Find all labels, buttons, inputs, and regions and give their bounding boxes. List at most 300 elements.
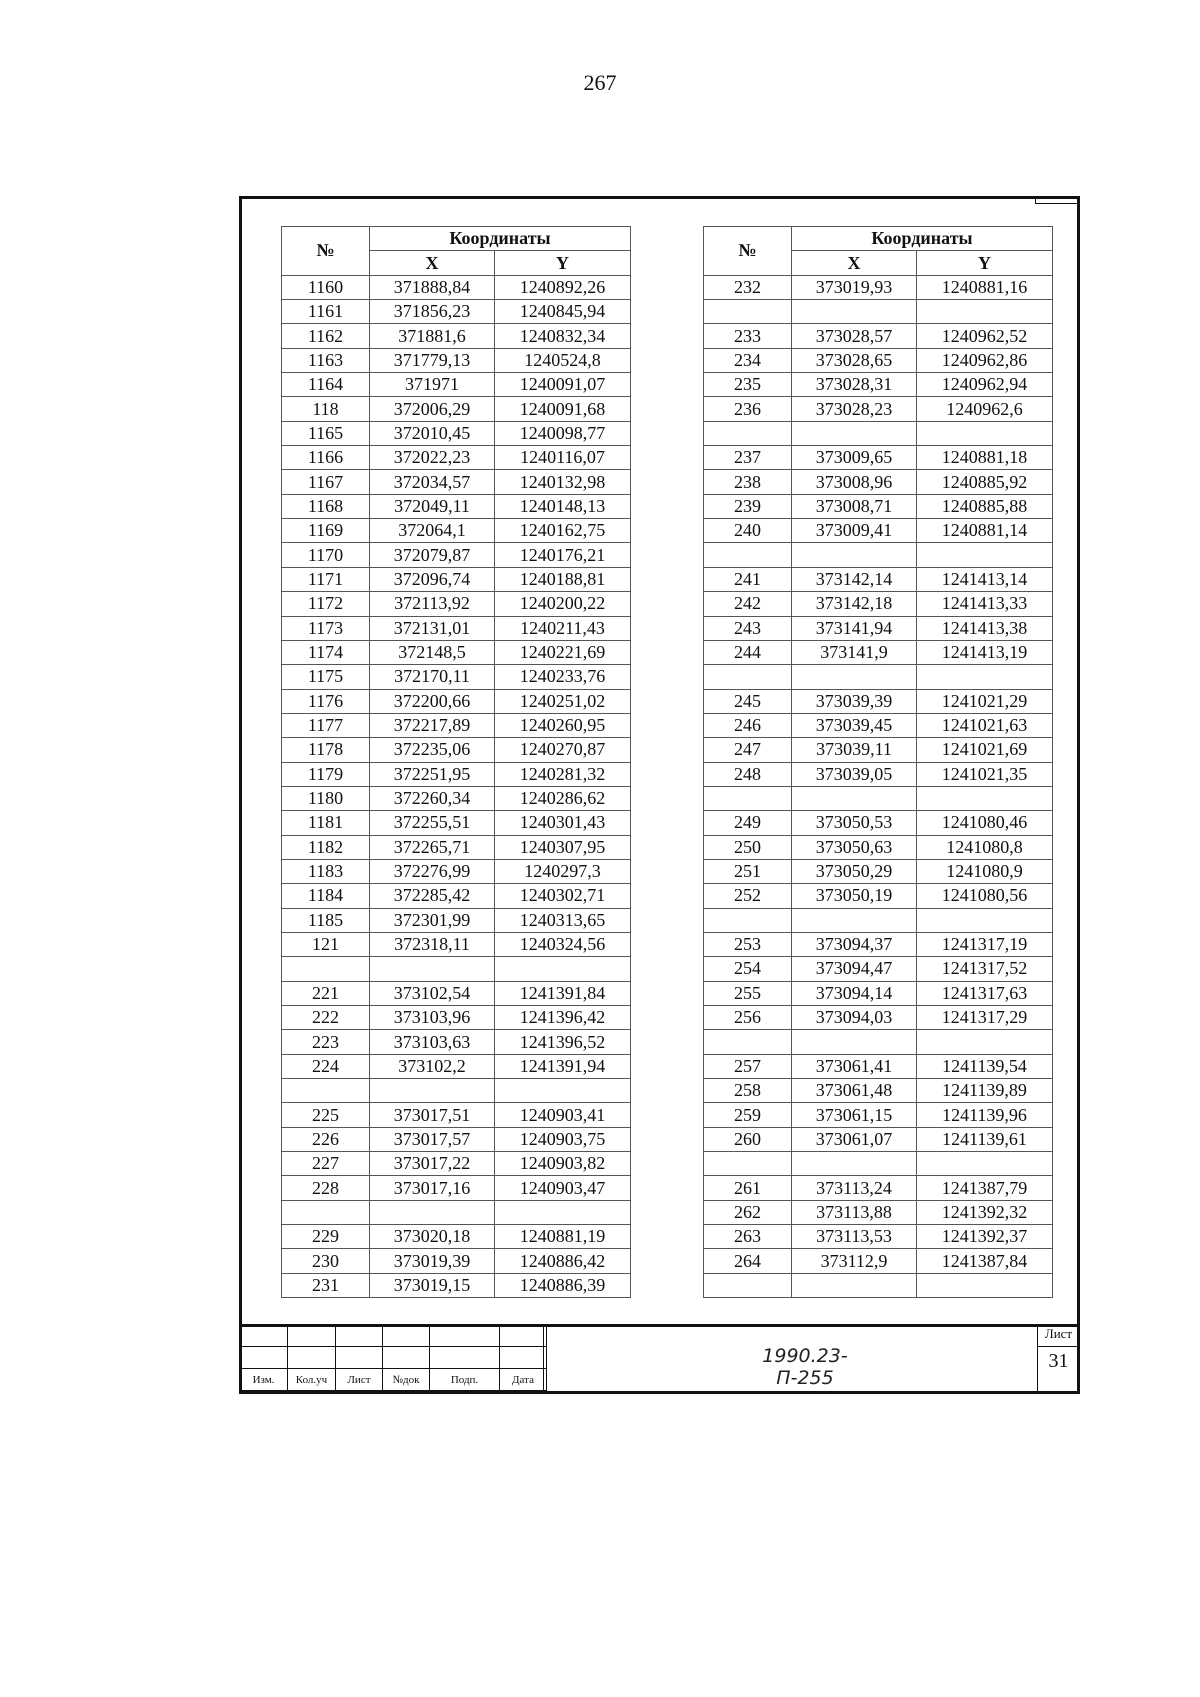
point-number bbox=[704, 1273, 792, 1297]
point-number: 221 bbox=[282, 981, 370, 1005]
y-coordinate: 1240324,56 bbox=[495, 932, 631, 956]
table-row bbox=[704, 1273, 1053, 1297]
table-row bbox=[282, 1054, 631, 1078]
header-x: X bbox=[370, 251, 495, 275]
x-coordinate: 371881,6 bbox=[370, 324, 495, 348]
x-coordinate: 373102,54 bbox=[370, 981, 495, 1005]
table-row bbox=[704, 762, 1053, 786]
point-number: 228 bbox=[282, 1176, 370, 1200]
point-number: 1173 bbox=[282, 616, 370, 640]
point-number: 1174 bbox=[282, 640, 370, 664]
table-row bbox=[282, 348, 631, 372]
point-number: 1180 bbox=[282, 786, 370, 810]
table-row bbox=[282, 1200, 631, 1224]
y-coordinate: 1240297,3 bbox=[495, 859, 631, 883]
x-coordinate: 373113,24 bbox=[792, 1176, 917, 1200]
x-coordinate: 372148,5 bbox=[370, 640, 495, 664]
x-coordinate: 372200,66 bbox=[370, 689, 495, 713]
table-row bbox=[282, 421, 631, 445]
table-row bbox=[282, 1030, 631, 1054]
table-row bbox=[282, 1127, 631, 1151]
point-number bbox=[704, 1152, 792, 1176]
table-row bbox=[282, 957, 631, 981]
point-number: 259 bbox=[704, 1103, 792, 1127]
x-coordinate: 373017,57 bbox=[370, 1127, 495, 1151]
table-row bbox=[704, 1127, 1053, 1151]
y-coordinate: 1240903,41 bbox=[495, 1103, 631, 1127]
y-coordinate: 1240886,39 bbox=[495, 1273, 631, 1297]
y-coordinate: 1241080,56 bbox=[917, 884, 1053, 908]
point-number: 225 bbox=[282, 1103, 370, 1127]
x-coordinate: 373050,29 bbox=[792, 859, 917, 883]
y-coordinate bbox=[917, 908, 1053, 932]
y-coordinate: 1241021,69 bbox=[917, 738, 1053, 762]
coordinates-table-right bbox=[703, 226, 1053, 1298]
y-coordinate: 1240116,07 bbox=[495, 446, 631, 470]
point-number: 247 bbox=[704, 738, 792, 762]
x-coordinate bbox=[792, 786, 917, 810]
point-number: 262 bbox=[704, 1200, 792, 1224]
x-coordinate: 373017,16 bbox=[370, 1176, 495, 1200]
point-number: 235 bbox=[704, 373, 792, 397]
table-row bbox=[282, 1079, 631, 1103]
point-number: 229 bbox=[282, 1225, 370, 1249]
table-row bbox=[704, 859, 1053, 883]
y-coordinate: 1241413,19 bbox=[917, 640, 1053, 664]
y-coordinate: 1240962,94 bbox=[917, 373, 1053, 397]
point-number: 1181 bbox=[282, 811, 370, 835]
table-row bbox=[282, 543, 631, 567]
x-coordinate bbox=[792, 543, 917, 567]
point-number: 232 bbox=[704, 275, 792, 299]
point-number: 239 bbox=[704, 494, 792, 518]
stamp-cell bbox=[336, 1347, 383, 1369]
point-number: 234 bbox=[704, 348, 792, 372]
y-coordinate bbox=[917, 543, 1053, 567]
y-coordinate: 1240524,8 bbox=[495, 348, 631, 372]
point-number: 1162 bbox=[282, 324, 370, 348]
table-row bbox=[704, 348, 1053, 372]
header-x: X bbox=[792, 251, 917, 275]
point-number: 1163 bbox=[282, 348, 370, 372]
point-number: 230 bbox=[282, 1249, 370, 1273]
y-coordinate: 1240885,88 bbox=[917, 494, 1053, 518]
x-coordinate: 371856,23 bbox=[370, 300, 495, 324]
y-coordinate: 1240286,62 bbox=[495, 786, 631, 810]
point-number: 223 bbox=[282, 1030, 370, 1054]
point-number: 1175 bbox=[282, 665, 370, 689]
x-coordinate: 373039,05 bbox=[792, 762, 917, 786]
x-coordinate: 372034,57 bbox=[370, 470, 495, 494]
point-number: 253 bbox=[704, 932, 792, 956]
point-number bbox=[704, 421, 792, 445]
y-coordinate: 1240098,77 bbox=[495, 421, 631, 445]
x-coordinate: 373141,94 bbox=[792, 616, 917, 640]
table-row bbox=[704, 1103, 1053, 1127]
point-number: 1166 bbox=[282, 446, 370, 470]
stamp-cell bbox=[500, 1325, 547, 1347]
point-number: 248 bbox=[704, 762, 792, 786]
x-coordinate: 373008,71 bbox=[792, 494, 917, 518]
y-coordinate: 1240886,42 bbox=[495, 1249, 631, 1273]
y-coordinate bbox=[917, 1152, 1053, 1176]
header-coords: Координаты bbox=[370, 227, 631, 251]
table-row bbox=[704, 1054, 1053, 1078]
table-row bbox=[282, 981, 631, 1005]
y-coordinate: 1241387,79 bbox=[917, 1176, 1053, 1200]
x-coordinate: 373112,9 bbox=[792, 1249, 917, 1273]
table-row bbox=[282, 859, 631, 883]
point-number: 241 bbox=[704, 567, 792, 591]
left-table-body bbox=[282, 275, 631, 1297]
table-row bbox=[704, 543, 1053, 567]
y-coordinate: 1241413,33 bbox=[917, 592, 1053, 616]
table-row bbox=[282, 275, 631, 299]
y-coordinate: 1240885,92 bbox=[917, 470, 1053, 494]
x-coordinate: 373050,19 bbox=[792, 884, 917, 908]
point-number: 238 bbox=[704, 470, 792, 494]
header-no: № bbox=[282, 227, 370, 276]
y-coordinate: 1240845,94 bbox=[495, 300, 631, 324]
stamp-cell bbox=[288, 1325, 336, 1347]
table-row bbox=[282, 640, 631, 664]
y-coordinate: 1241387,84 bbox=[917, 1249, 1053, 1273]
title-block-grid bbox=[239, 1324, 547, 1391]
table-row bbox=[704, 397, 1053, 421]
table-row bbox=[704, 494, 1053, 518]
x-coordinate: 373019,39 bbox=[370, 1249, 495, 1273]
point-number: 257 bbox=[704, 1054, 792, 1078]
point-number bbox=[704, 1030, 792, 1054]
table-row bbox=[282, 1152, 631, 1176]
document-code: 1990.23-П-255 bbox=[762, 1345, 848, 1389]
point-number bbox=[282, 957, 370, 981]
point-number: 226 bbox=[282, 1127, 370, 1151]
table-row bbox=[704, 1152, 1053, 1176]
x-coordinate bbox=[370, 957, 495, 981]
x-coordinate bbox=[370, 1079, 495, 1103]
y-coordinate: 1240301,43 bbox=[495, 811, 631, 835]
x-coordinate: 371971 bbox=[370, 373, 495, 397]
point-number: 249 bbox=[704, 811, 792, 835]
point-number: 246 bbox=[704, 713, 792, 737]
x-coordinate: 371779,13 bbox=[370, 348, 495, 372]
table-row bbox=[282, 689, 631, 713]
y-coordinate: 1240903,82 bbox=[495, 1152, 631, 1176]
x-coordinate: 373050,53 bbox=[792, 811, 917, 835]
point-number bbox=[282, 1200, 370, 1224]
y-coordinate: 1240881,18 bbox=[917, 446, 1053, 470]
y-coordinate: 1241021,63 bbox=[917, 713, 1053, 737]
table-row bbox=[704, 689, 1053, 713]
y-coordinate: 1240091,07 bbox=[495, 373, 631, 397]
table-row bbox=[282, 446, 631, 470]
x-coordinate bbox=[792, 1152, 917, 1176]
table-row bbox=[704, 738, 1053, 762]
x-coordinate: 373008,96 bbox=[792, 470, 917, 494]
y-coordinate: 1241021,35 bbox=[917, 762, 1053, 786]
x-coordinate: 373028,23 bbox=[792, 397, 917, 421]
y-coordinate bbox=[495, 957, 631, 981]
y-coordinate: 1241317,29 bbox=[917, 1006, 1053, 1030]
table-row bbox=[282, 1273, 631, 1297]
x-coordinate: 372131,01 bbox=[370, 616, 495, 640]
table-row bbox=[282, 300, 631, 324]
table-row bbox=[704, 1030, 1053, 1054]
point-number: 1170 bbox=[282, 543, 370, 567]
stamp-divider bbox=[543, 1324, 544, 1394]
table-row bbox=[704, 811, 1053, 835]
point-number: 222 bbox=[282, 1006, 370, 1030]
point-number: 1178 bbox=[282, 738, 370, 762]
x-coordinate: 373061,41 bbox=[792, 1054, 917, 1078]
y-coordinate bbox=[917, 1030, 1053, 1054]
stamp-label-izm: Изм. bbox=[240, 1369, 288, 1391]
y-coordinate bbox=[917, 665, 1053, 689]
y-coordinate: 1241391,94 bbox=[495, 1054, 631, 1078]
stamp-cell bbox=[430, 1325, 500, 1347]
y-coordinate bbox=[917, 300, 1053, 324]
stamp-cell bbox=[383, 1347, 430, 1369]
table-row bbox=[282, 932, 631, 956]
point-number: 1169 bbox=[282, 519, 370, 543]
x-coordinate: 373113,88 bbox=[792, 1200, 917, 1224]
y-coordinate: 1240270,87 bbox=[495, 738, 631, 762]
point-number: 233 bbox=[704, 324, 792, 348]
point-number: 252 bbox=[704, 884, 792, 908]
table-row bbox=[704, 567, 1053, 591]
stamp-cell bbox=[240, 1325, 288, 1347]
point-number: 250 bbox=[704, 835, 792, 859]
table-row bbox=[704, 835, 1053, 859]
x-coordinate: 373061,48 bbox=[792, 1079, 917, 1103]
point-number: 263 bbox=[704, 1225, 792, 1249]
y-coordinate: 1241391,84 bbox=[495, 981, 631, 1005]
y-coordinate: 1240307,95 bbox=[495, 835, 631, 859]
point-number bbox=[704, 786, 792, 810]
y-coordinate: 1241396,42 bbox=[495, 1006, 631, 1030]
header-y: Y bbox=[917, 251, 1053, 275]
table-row bbox=[704, 275, 1053, 299]
stamp-label-list: Лист bbox=[336, 1369, 383, 1391]
y-coordinate: 1241021,29 bbox=[917, 689, 1053, 713]
x-coordinate: 372285,42 bbox=[370, 884, 495, 908]
point-number: 1171 bbox=[282, 567, 370, 591]
y-coordinate: 1241317,63 bbox=[917, 981, 1053, 1005]
stamp-label-ndok: №док bbox=[383, 1369, 430, 1391]
x-coordinate: 373028,65 bbox=[792, 348, 917, 372]
x-coordinate: 372079,87 bbox=[370, 543, 495, 567]
stamp-label-podp: Подп. bbox=[430, 1369, 500, 1391]
x-coordinate: 372113,92 bbox=[370, 592, 495, 616]
table-row bbox=[704, 713, 1053, 737]
x-coordinate: 373050,63 bbox=[792, 835, 917, 859]
corner-mark bbox=[1035, 196, 1077, 204]
x-coordinate bbox=[792, 1030, 917, 1054]
point-number: 261 bbox=[704, 1176, 792, 1200]
table-row bbox=[282, 397, 631, 421]
sheet-box bbox=[1037, 1324, 1080, 1394]
table-row bbox=[282, 786, 631, 810]
x-coordinate bbox=[792, 665, 917, 689]
point-number: 1172 bbox=[282, 592, 370, 616]
sheet-label: Лист bbox=[1038, 1326, 1079, 1347]
header-no: № bbox=[704, 227, 792, 276]
y-coordinate: 1241396,52 bbox=[495, 1030, 631, 1054]
y-coordinate: 1241139,54 bbox=[917, 1054, 1053, 1078]
point-number: 118 bbox=[282, 397, 370, 421]
x-coordinate: 372096,74 bbox=[370, 567, 495, 591]
table-row bbox=[282, 519, 631, 543]
x-coordinate bbox=[792, 908, 917, 932]
x-coordinate: 373028,31 bbox=[792, 373, 917, 397]
y-coordinate: 1240176,21 bbox=[495, 543, 631, 567]
table-row bbox=[282, 567, 631, 591]
table-row bbox=[282, 470, 631, 494]
table-row bbox=[704, 421, 1053, 445]
table-row bbox=[282, 494, 631, 518]
x-coordinate: 372255,51 bbox=[370, 811, 495, 835]
stamp-cell bbox=[500, 1347, 547, 1369]
x-coordinate: 373039,39 bbox=[792, 689, 917, 713]
table-row bbox=[704, 324, 1053, 348]
y-coordinate: 1240962,6 bbox=[917, 397, 1053, 421]
x-coordinate: 372006,29 bbox=[370, 397, 495, 421]
y-coordinate: 1240162,75 bbox=[495, 519, 631, 543]
table-row bbox=[282, 592, 631, 616]
x-coordinate: 372301,99 bbox=[370, 908, 495, 932]
x-coordinate: 373009,65 bbox=[792, 446, 917, 470]
point-number: 121 bbox=[282, 932, 370, 956]
x-coordinate: 373028,57 bbox=[792, 324, 917, 348]
point-number: 244 bbox=[704, 640, 792, 664]
point-number bbox=[704, 665, 792, 689]
x-coordinate: 373094,47 bbox=[792, 957, 917, 981]
table-row bbox=[704, 665, 1053, 689]
x-coordinate: 373009,41 bbox=[792, 519, 917, 543]
table-row bbox=[282, 665, 631, 689]
y-coordinate: 1241080,46 bbox=[917, 811, 1053, 835]
x-coordinate: 372022,23 bbox=[370, 446, 495, 470]
point-number: 1161 bbox=[282, 300, 370, 324]
y-coordinate: 1240251,02 bbox=[495, 689, 631, 713]
point-number: 245 bbox=[704, 689, 792, 713]
y-coordinate: 1240302,71 bbox=[495, 884, 631, 908]
x-coordinate: 372251,95 bbox=[370, 762, 495, 786]
point-number: 1176 bbox=[282, 689, 370, 713]
x-coordinate: 371888,84 bbox=[370, 275, 495, 299]
x-coordinate: 373039,45 bbox=[792, 713, 917, 737]
x-coordinate: 372217,89 bbox=[370, 713, 495, 737]
point-number bbox=[704, 300, 792, 324]
y-coordinate: 1241392,32 bbox=[917, 1200, 1053, 1224]
x-coordinate: 373020,18 bbox=[370, 1225, 495, 1249]
point-number: 1160 bbox=[282, 275, 370, 299]
table-row bbox=[704, 884, 1053, 908]
table-row bbox=[704, 616, 1053, 640]
x-coordinate: 373103,63 bbox=[370, 1030, 495, 1054]
y-coordinate: 1240962,52 bbox=[917, 324, 1053, 348]
title-block bbox=[239, 1324, 1080, 1394]
table-row bbox=[282, 762, 631, 786]
x-coordinate: 372276,99 bbox=[370, 859, 495, 883]
x-coordinate: 373017,51 bbox=[370, 1103, 495, 1127]
page-number: 267 bbox=[583, 70, 617, 95]
y-coordinate bbox=[917, 786, 1053, 810]
table-row bbox=[282, 713, 631, 737]
x-coordinate: 373019,15 bbox=[370, 1273, 495, 1297]
table-row bbox=[282, 738, 631, 762]
y-coordinate: 1241392,37 bbox=[917, 1225, 1053, 1249]
point-number: 1168 bbox=[282, 494, 370, 518]
y-coordinate: 1240962,86 bbox=[917, 348, 1053, 372]
y-coordinate: 1241139,61 bbox=[917, 1127, 1053, 1151]
y-coordinate: 1240132,98 bbox=[495, 470, 631, 494]
x-coordinate: 372235,06 bbox=[370, 738, 495, 762]
stamp-cell bbox=[383, 1325, 430, 1347]
point-number: 1182 bbox=[282, 835, 370, 859]
point-number: 240 bbox=[704, 519, 792, 543]
x-coordinate: 372318,11 bbox=[370, 932, 495, 956]
table-row bbox=[704, 1225, 1053, 1249]
table-row bbox=[704, 446, 1053, 470]
point-number bbox=[282, 1079, 370, 1103]
table-row bbox=[282, 1006, 631, 1030]
y-coordinate: 1240200,22 bbox=[495, 592, 631, 616]
y-coordinate: 1240211,43 bbox=[495, 616, 631, 640]
point-number: 224 bbox=[282, 1054, 370, 1078]
stamp-cell bbox=[288, 1347, 336, 1369]
point-number: 260 bbox=[704, 1127, 792, 1151]
y-coordinate: 1240281,32 bbox=[495, 762, 631, 786]
point-number: 243 bbox=[704, 616, 792, 640]
x-coordinate: 372064,1 bbox=[370, 519, 495, 543]
y-coordinate: 1241413,38 bbox=[917, 616, 1053, 640]
y-coordinate bbox=[495, 1200, 631, 1224]
point-number: 258 bbox=[704, 1079, 792, 1103]
y-coordinate: 1241139,96 bbox=[917, 1103, 1053, 1127]
x-coordinate: 373094,37 bbox=[792, 932, 917, 956]
table-row bbox=[282, 616, 631, 640]
point-number: 236 bbox=[704, 397, 792, 421]
y-coordinate: 1241080,9 bbox=[917, 859, 1053, 883]
y-coordinate: 1240892,26 bbox=[495, 275, 631, 299]
table-row bbox=[704, 300, 1053, 324]
x-coordinate: 373113,53 bbox=[792, 1225, 917, 1249]
table-row bbox=[704, 1200, 1053, 1224]
table-row bbox=[282, 1176, 631, 1200]
point-number: 251 bbox=[704, 859, 792, 883]
stamp-cell bbox=[336, 1325, 383, 1347]
point-number: 1165 bbox=[282, 421, 370, 445]
x-coordinate: 372049,11 bbox=[370, 494, 495, 518]
x-coordinate: 373061,07 bbox=[792, 1127, 917, 1151]
y-coordinate: 1240148,13 bbox=[495, 494, 631, 518]
coordinates-table-left bbox=[281, 226, 631, 1298]
y-coordinate: 1240260,95 bbox=[495, 713, 631, 737]
x-coordinate: 373094,14 bbox=[792, 981, 917, 1005]
right-table-body bbox=[704, 275, 1053, 1297]
point-number: 254 bbox=[704, 957, 792, 981]
header-y: Y bbox=[495, 251, 631, 275]
table-row bbox=[704, 1006, 1053, 1030]
table-row bbox=[704, 1176, 1053, 1200]
x-coordinate: 373103,96 bbox=[370, 1006, 495, 1030]
point-number: 231 bbox=[282, 1273, 370, 1297]
x-coordinate: 373061,15 bbox=[792, 1103, 917, 1127]
y-coordinate: 1240881,19 bbox=[495, 1225, 631, 1249]
stamp-label-data: Дата bbox=[500, 1369, 547, 1391]
